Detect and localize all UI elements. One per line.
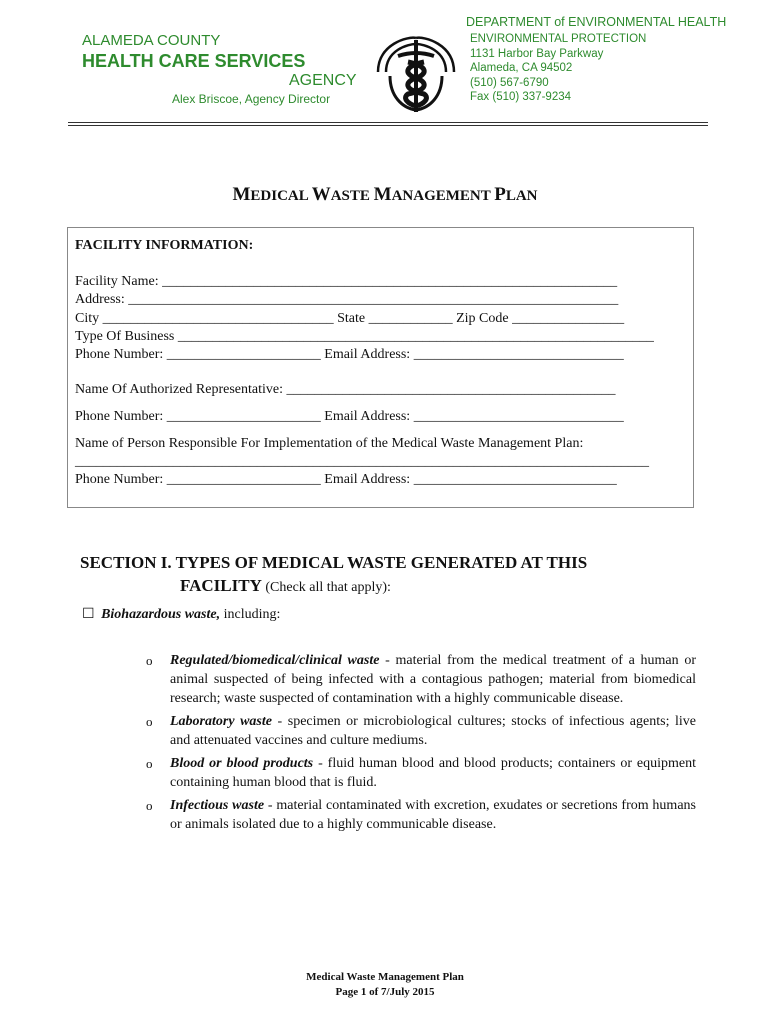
page-footer [0,970,770,1000]
facility-heading: FACILITY INFORMATION: [75,238,254,253]
authorized-rep-field[interactable]: Name Of Authorized Representative: _______________________________________________ [75,382,616,397]
waste-type-list [146,651,696,838]
caduceus-seal-icon [368,32,464,114]
business-type-field[interactable]: Type Of Business ____________________________________________________________________ [75,329,654,344]
department-name: DEPARTMENT of ENVIRONMENTAL HEALTH [466,15,727,29]
footer-doc-title: Medical Waste Management Plan [306,971,464,983]
list-item: o Blood or blood products - fluid human blood and blood products; containers or equipment containing human blood that is fluid. [146,756,697,790]
footer-page-number: Page 1 of 7/July 2015 [335,986,435,998]
phone-number: (510) 567-6790 [470,76,549,89]
responsible-contact-field[interactable]: Phone Number: ______________________ Email Address: _____________________________ [75,472,617,487]
facility-information-box [67,227,694,508]
department-address [470,32,646,105]
agency-director: Alex Briscoe, Agency Director [172,92,331,106]
division-name: ENVIRONMENTAL PROTECTION [470,33,647,45]
biohazardous-option [82,606,280,623]
fax-number: Fax (510) 337-9234 [470,91,572,103]
agency-label: AGENCY [289,72,357,89]
bullet-icon: o [146,756,153,771]
rep-contact-field[interactable]: Phone Number: ______________________ Email Address: ______________________________ [75,409,624,424]
section-title: SECTION I. TYPES OF MEDICAL WASTE GENERATED AT THIS [80,553,588,572]
address-field[interactable]: Address: ______________________________________________________________________ [75,292,619,307]
biohazardous-label-rest: including: [220,607,281,622]
header-divider-2 [68,125,708,126]
biohazardous-checkbox[interactable]: ☐ [82,607,95,622]
page-title: MEDICAL WASTE MANAGEMENT PLAN [232,184,538,205]
biohazardous-label: Biohazardous waste, [101,607,221,622]
list-item: o Regulated/biomedical/clinical waste - material from the medical treatment of a human or animal suspected of being infected with a contagious pathogen; material from biomedical research; waste suspected of contamination with a highly communicable disease. [146,653,696,706]
city-state-zip-field[interactable]: City _________________________________ State ____________ Zip Code ________________ [75,311,625,326]
bullet-icon: o [146,714,153,729]
bullet-icon: o [146,798,153,813]
bullet-icon: o [146,653,153,668]
list-item: o Infectious waste - material contaminated with excretion, exudates or secretions from humans or animals isolated due to a highly communicable disease. [146,798,696,832]
responsible-person-field[interactable]: __________________________________________________________________________________ [75,454,649,469]
street-address: 1131 Harbor Bay Parkway [470,47,604,60]
responsible-person-label: Name of Person Responsible For Implementation of the Medical Waste Management Plan: [75,436,584,451]
header-divider [68,122,708,123]
city-state-zip: Alameda, CA 94502 [470,62,573,74]
list-item: o Laboratory waste - specimen or microbiological cultures; stocks of infectious agents; live and attenuated vaccines and culture mediums. [146,714,696,748]
county-name: ALAMEDA COUNTY [82,32,221,49]
facility-contact-field[interactable]: Phone Number: ______________________ Email Address: ______________________________ [75,347,624,362]
facility-name-field[interactable]: Facility Name: _________________________________________________________________ [75,274,618,289]
org-name: HEALTH CARE SERVICES [82,51,306,71]
section-title-cont: FACILITY (Check all that apply): [180,576,391,595]
